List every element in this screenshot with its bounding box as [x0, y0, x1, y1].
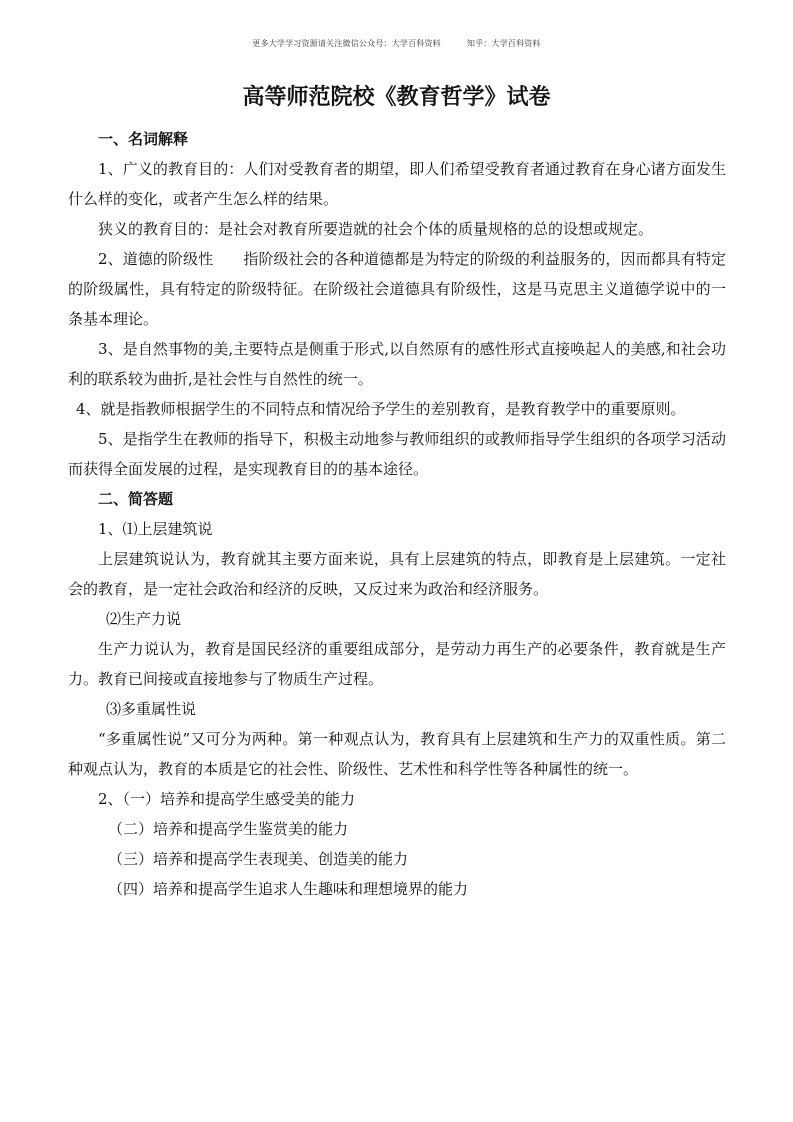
- list-item: （三）培养和提高学生表现美、创造美的能力: [108, 850, 409, 868]
- page-title: 高等师范院校《教育哲学》试卷: [242, 84, 551, 110]
- question-label: 1、⑴上层建筑说: [98, 520, 213, 538]
- paragraph: 5、是指学生在教师的指导下，积极主动地参与教师组织的或教师指导学生组织的各项学习活动而获得全面发展的过程，是实现教育目的的基本途径。: [68, 430, 726, 478]
- paragraph: 2、道德的阶级性 指阶级社会的各种道德都是为特定的阶级的利益服务的，因而都具有特定的阶级属性，具有特定的阶级特征。在阶级社会道德具有阶级性，这是马克思主义道德学说中的一条基本理论。: [68, 250, 726, 328]
- section-heading-1: 一、名词解释: [98, 130, 189, 148]
- paragraph: 狭义的教育目的：是社会对教育所要造就的社会个体的质量规格的总的设想或规定。: [98, 220, 654, 238]
- paragraph: 3、是自然事物的美,主要特点是侧重于形式,以自然原有的感性形式直接唤起人的美感,和社会功利的联系较为曲折,是社会性与自然性的统一。: [68, 340, 726, 388]
- paragraph: 生产力说认为，教育是国民经济的重要组成部分，是劳动力再生产的必要条件，教育就是生产力。教育已间接或直接地参与了物质生产过程。: [68, 640, 726, 688]
- question-label: 2、（一）培养和提高学生感受美的能力: [98, 790, 356, 808]
- sub-heading: ⑵生产力说: [106, 610, 182, 628]
- header-note: [0, 38, 793, 49]
- section-heading-2: 二、简答题: [98, 490, 174, 508]
- paragraph: 1、广义的教育目的：人们对受教育者的期望，即人们希望受教育者通过教育在身心诸方面发生什么样的变化，或者产生怎么样的结果。: [68, 160, 726, 208]
- list-item: （二）培养和提高学生鉴赏美的能力: [108, 820, 349, 838]
- paragraph: “多重属性说”又可分为两种。第一种观点认为，教育具有上层建筑和生产力的双重性质。第二种观点认为，教育的本质是它的社会性、阶级性、艺术性和科学性等各种属性的统一。: [68, 730, 726, 778]
- header-right-note: 知乎：大学百科资料: [466, 39, 541, 48]
- document-body: [68, 124, 726, 904]
- list-item: （四）培养和提高学生追求人生趣味和理想境界的能力: [108, 880, 469, 898]
- paragraph: 上层建筑说认为，教育就其主要方面来说，具有上层建筑的特点，即教育是上层建筑。一定社会的教育，是一定社会政治和经济的反映，又反过来为政治和经济服务。: [68, 550, 726, 598]
- paragraph: 4、就是指教师根据学生的不同特点和情况给予学生的差别教育，是教育教学中的重要原则。: [76, 400, 686, 418]
- header-left-note: 更多大学学习资源请关注微信公众号：大学百科资料: [252, 39, 441, 48]
- sub-heading: ⑶多重属性说: [106, 700, 197, 718]
